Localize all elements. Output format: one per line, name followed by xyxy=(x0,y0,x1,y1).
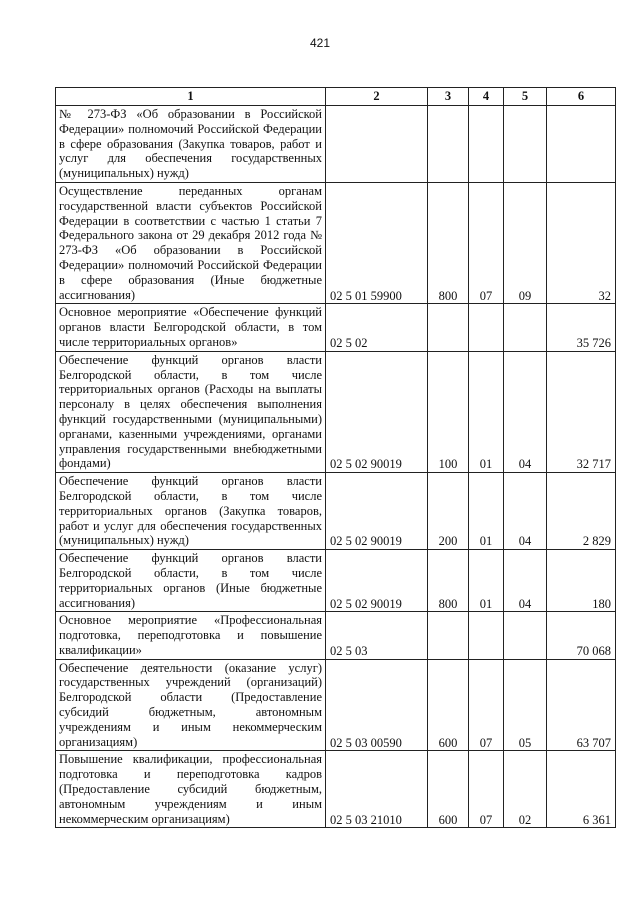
row-expense-type xyxy=(428,612,469,659)
row-target-code: 02 5 01 59900 xyxy=(326,182,428,303)
budget-table xyxy=(55,87,616,828)
row-description: Осуществление переданных органам государственной власти субъектов Российской Федерации в соответствии с частью 1 статьи 7 Федерального закона от 29 декабря 2012 года № 273-ФЗ «Об образовании в Российской Федерации» полномочий Российской Федерации в сфере образования (Иные бюджетные ассигнования) xyxy=(56,182,326,303)
row-description: Обеспечение функций органов власти Белгородской области, в том числе территориальных органов (Иные бюджетные ассигнования) xyxy=(56,550,326,612)
row-target-code: 02 5 02 90019 xyxy=(326,473,428,550)
row-amount: 6 361 xyxy=(547,751,616,828)
table-row xyxy=(56,182,616,303)
row-amount xyxy=(547,106,616,183)
row-amount: 32 717 xyxy=(547,351,616,472)
row-subsection xyxy=(504,304,547,351)
row-target-code: 02 5 02 xyxy=(326,304,428,351)
header-col-2: 2 xyxy=(326,88,428,106)
row-section: 07 xyxy=(469,659,504,751)
row-target-code: 02 5 03 xyxy=(326,612,428,659)
row-target-code: 02 5 03 21010 xyxy=(326,751,428,828)
table-row xyxy=(56,106,616,183)
row-section xyxy=(469,106,504,183)
row-expense-type xyxy=(428,106,469,183)
table-row xyxy=(56,351,616,472)
row-amount: 32 xyxy=(547,182,616,303)
row-section: 01 xyxy=(469,351,504,472)
row-amount: 180 xyxy=(547,550,616,612)
row-description: Обеспечение функций органов власти Белгородской области, в том числе территориальных органов (Расходы на выплаты персоналу в целях обеспечения выполнения функций государственными (муниципальными) органами, казенными учреждениями, органами управления государственными внебюджетными фондами) xyxy=(56,351,326,472)
row-subsection: 04 xyxy=(504,351,547,472)
row-expense-type: 600 xyxy=(428,659,469,751)
page-number: 421 xyxy=(309,36,331,50)
row-description: Основное мероприятие «Профессиональная подготовка, переподготовка и повышение квалификации» xyxy=(56,612,326,659)
row-target-code: 02 5 02 90019 xyxy=(326,550,428,612)
header-row xyxy=(56,88,616,106)
row-target-code: 02 5 03 00590 xyxy=(326,659,428,751)
row-amount: 70 068 xyxy=(547,612,616,659)
row-target-code: 02 5 02 90019 xyxy=(326,351,428,472)
row-amount: 63 707 xyxy=(547,659,616,751)
row-subsection: 09 xyxy=(504,182,547,303)
row-expense-type: 100 xyxy=(428,351,469,472)
row-subsection xyxy=(504,106,547,183)
header-col-3: 3 xyxy=(428,88,469,106)
row-description: № 273-ФЗ «Об образовании в Российской Федерации» полномочий Российской Федерации в сфере образования (Закупка товаров, работ и услуг для обеспечения государственных (муниципальных) нужд) xyxy=(56,106,326,183)
row-section xyxy=(469,304,504,351)
row-section: 07 xyxy=(469,182,504,303)
row-section: 07 xyxy=(469,751,504,828)
row-expense-type: 800 xyxy=(428,182,469,303)
row-subsection: 04 xyxy=(504,473,547,550)
table-row xyxy=(56,550,616,612)
table-row xyxy=(56,659,616,751)
row-section: 01 xyxy=(469,550,504,612)
row-amount: 2 829 xyxy=(547,473,616,550)
row-description: Повышение квалификации, профессиональная подготовка и переподготовка кадров (Предоставление субсидий бюджетным, автономным учреждениям и иным некоммерческим организациям) xyxy=(56,751,326,828)
row-section xyxy=(469,612,504,659)
row-expense-type: 800 xyxy=(428,550,469,612)
header-col-6: 6 xyxy=(547,88,616,106)
row-subsection xyxy=(504,612,547,659)
row-expense-type: 600 xyxy=(428,751,469,828)
row-description: Обеспечение деятельности (оказание услуг) государственных учреждений (организаций) Белгородской области (Предоставление субсидий бюджетным, автономным учреждениям и иным некоммерческим организациям) xyxy=(56,659,326,751)
row-subsection: 05 xyxy=(504,659,547,751)
row-description: Основное мероприятие «Обеспечение функций органов власти Белгородской области, в том числе территориальных органов» xyxy=(56,304,326,351)
header-col-4: 4 xyxy=(469,88,504,106)
row-subsection: 04 xyxy=(504,550,547,612)
row-subsection: 02 xyxy=(504,751,547,828)
row-description: Обеспечение функций органов власти Белгородской области, в том числе территориальных органов (Закупка товаров, работ и услуг для обеспечения государственных (муниципальных) нужд) xyxy=(56,473,326,550)
row-target-code xyxy=(326,106,428,183)
table-row xyxy=(56,612,616,659)
table-row xyxy=(56,751,616,828)
row-section: 01 xyxy=(469,473,504,550)
row-expense-type xyxy=(428,304,469,351)
table-row xyxy=(56,304,616,351)
row-expense-type: 200 xyxy=(428,473,469,550)
header-col-5: 5 xyxy=(504,88,547,106)
header-col-1: 1 xyxy=(56,88,326,106)
table-row xyxy=(56,473,616,550)
row-amount: 35 726 xyxy=(547,304,616,351)
